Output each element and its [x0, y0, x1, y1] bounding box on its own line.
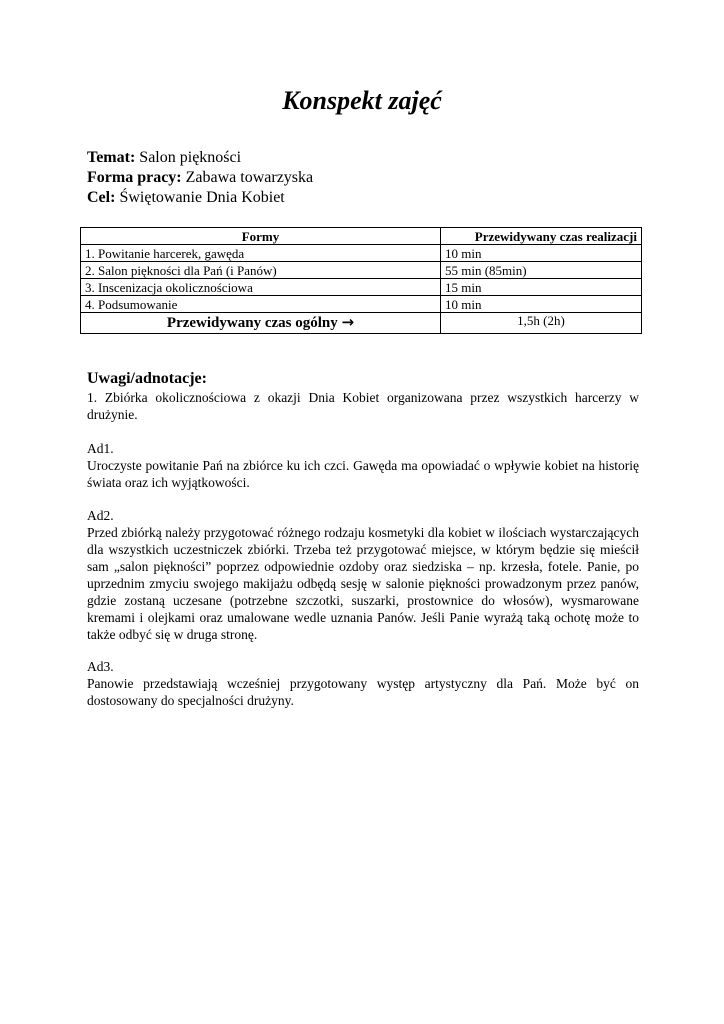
- topic-label: Temat:: [87, 149, 136, 166]
- row-activity: 1. Powitanie harcerek, gawęda: [81, 245, 441, 262]
- goal-label: Cel:: [87, 189, 116, 206]
- ad1-label: Ad1.: [87, 441, 114, 456]
- row-time: 15 min: [441, 279, 642, 296]
- column-header-forms: Formy: [81, 228, 441, 245]
- row-time: 10 min: [441, 296, 642, 313]
- row-activity: 4. Podsumowanie: [81, 296, 441, 313]
- table-row: [81, 279, 642, 296]
- row-time: 55 min (85min): [441, 262, 642, 279]
- table-total-row: [81, 313, 642, 334]
- form-value: Zabawa towarzyska: [185, 169, 314, 186]
- ad2-label: Ad2.: [87, 508, 114, 523]
- goal-line: [87, 188, 285, 208]
- schedule-table: [80, 227, 642, 334]
- table-header-row: [81, 228, 642, 245]
- column-header-time: Przewidywany czas realizacji: [441, 228, 642, 245]
- row-activity: 3. Inscenizacja okolicznościowa: [81, 279, 441, 296]
- ad1-text: Uroczyste powitanie Pań na zbiórce ku ich czci. Gawęda ma opowiadać o wpływie kobiet na historię świata oraz ich wyjątkowości.: [87, 458, 639, 490]
- notes-intro: 1. Zbiórka okolicznościowa z okazji Dnia Kobiet organizowana przez wszystkich harcerzy w drużynie.: [87, 390, 639, 422]
- notes-heading: Uwagi/adnotacje:: [87, 370, 207, 387]
- topic-value: Salon piękności: [139, 149, 242, 166]
- ad3-text: Panowie przedstawiają wcześniej przygotowany występ artystyczny dla Pań. Może być on dostosowany do specjalności drużyny.: [87, 676, 639, 708]
- form-label: Forma pracy:: [87, 169, 182, 186]
- arrow-right-icon: →: [341, 313, 355, 331]
- page-title: Konspekt zajęć: [282, 86, 442, 115]
- total-label: Przewidywany czas ogólny: [166, 315, 338, 331]
- table-row: [81, 262, 642, 279]
- topic-line: [87, 148, 241, 168]
- row-activity: 2. Salon piękności dla Pań (i Panów): [81, 262, 441, 279]
- form-line: [87, 168, 313, 188]
- goal-value: Świętowanie Dnia Kobiet: [119, 189, 285, 206]
- ad3-label: Ad3.: [87, 659, 114, 674]
- total-label-cell: [81, 313, 441, 334]
- table-row: [81, 296, 642, 313]
- ad2-text: Przed zbiórką należy przygotować różnego rodzaju kosmetyki dla kobiet w ilościach wystarczających dla wszystkich uczestniczek zbiórki. Trzeba też przygotować miejsce, w którym będzie się mieścił sam „salon piękności” poprzez odpowiednie ozdoby oraz siedziska – np. krzesła, fotele. Panie, po uprzednim zmyciu swojego makijażu odbędą sesję w salonie piękności prowadzonym przez panów, gdzie zostaną uczesane (potrzebne szczotki, suszarki, prostownice do włosów), wysmarowane kremami i olejkami oraz umalowane wedle uznania Panów. Jeśli Panie wyrażą taką ochotę może to także odbyć się w druga stronę.: [87, 525, 639, 642]
- total-value: 1,5h (2h): [441, 313, 642, 334]
- row-time: 10 min: [441, 245, 642, 262]
- table-row: [81, 245, 642, 262]
